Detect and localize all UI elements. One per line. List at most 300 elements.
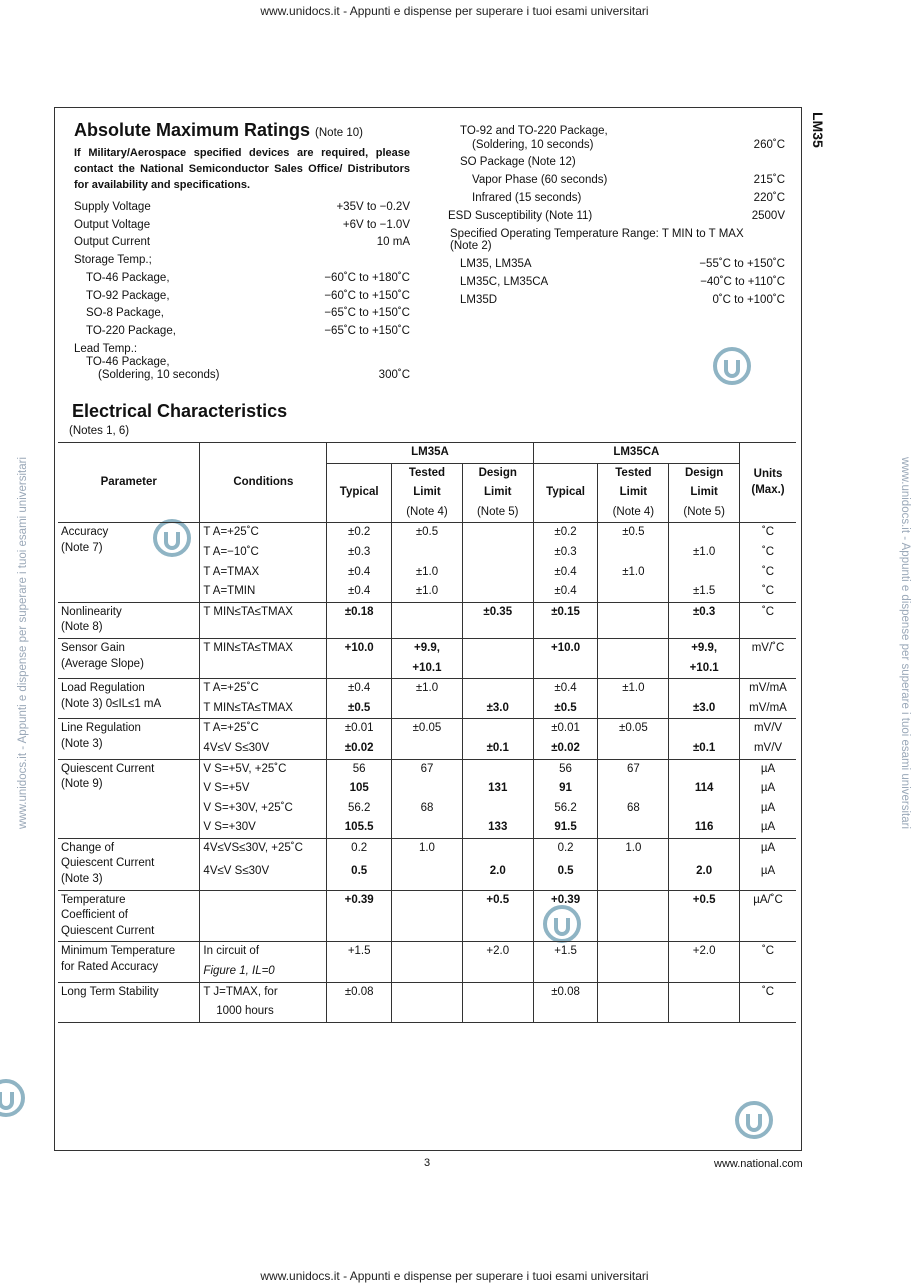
unit-cell: mV/˚C bbox=[740, 638, 796, 658]
value-cell: 0.5 bbox=[533, 862, 598, 885]
condition-cell: 4V≤V S≤30V bbox=[200, 862, 327, 885]
value-cell: ±0.4 bbox=[533, 563, 598, 583]
unit-cell: µA bbox=[740, 838, 796, 862]
condition-cell: T J=TMAX, for bbox=[200, 982, 327, 1002]
value-cell bbox=[598, 818, 669, 838]
param-label: Accuracy bbox=[61, 526, 109, 539]
value-cell: ±0.4 bbox=[533, 582, 598, 602]
value-cell bbox=[392, 602, 463, 632]
watermark-bottom: www.unidocs.it - Appunti e dispense per superare i tuoi esami universitari bbox=[260, 1269, 649, 1283]
unit-cell bbox=[740, 1002, 796, 1022]
condition-cell bbox=[200, 632, 327, 639]
param-label: Quiescent Current bbox=[61, 924, 155, 937]
value-cell: ±0.08 bbox=[327, 982, 392, 1002]
value-cell bbox=[669, 1002, 740, 1022]
unit-cell bbox=[740, 659, 796, 679]
value-cell bbox=[392, 632, 463, 639]
condition-cell bbox=[200, 890, 327, 926]
value-cell: 68 bbox=[392, 799, 463, 819]
value-cell: 2.0 bbox=[462, 862, 533, 885]
value-cell bbox=[669, 927, 740, 934]
amr-right-value: 0˚C to +100˚C bbox=[712, 294, 785, 306]
value-cell bbox=[462, 563, 533, 583]
value-cell: +9.9, bbox=[669, 638, 740, 658]
value-cell bbox=[462, 759, 533, 779]
value-cell: ±0.4 bbox=[533, 679, 598, 699]
header-tested-a-2: Limit bbox=[392, 483, 463, 503]
value-cell bbox=[327, 659, 392, 679]
amr-right-label: Infrared (15 seconds) bbox=[472, 192, 582, 204]
table-row bbox=[58, 838, 796, 862]
amr-left-label: Output Voltage bbox=[74, 219, 151, 231]
value-cell: 68 bbox=[598, 799, 669, 819]
param-cell bbox=[58, 982, 200, 1022]
param-label: for Rated Accuracy bbox=[61, 961, 159, 974]
value-cell bbox=[598, 934, 669, 942]
condition-cell: T A=TMAX bbox=[200, 563, 327, 583]
header-tested-ca-2: Limit bbox=[598, 483, 669, 503]
value-cell: ±1.0 bbox=[392, 679, 463, 699]
amr-right-label: TO-92 and TO-220 Package, bbox=[460, 125, 608, 137]
table-row bbox=[58, 523, 796, 543]
param-cell bbox=[58, 759, 200, 838]
unit-cell bbox=[740, 962, 796, 982]
value-cell: ±0.3 bbox=[327, 543, 392, 563]
value-cell: ±0.5 bbox=[327, 699, 392, 719]
value-cell bbox=[462, 799, 533, 819]
value-cell bbox=[598, 927, 669, 934]
param-cell bbox=[58, 679, 200, 719]
value-cell bbox=[533, 962, 598, 982]
param-label: (Note 8) bbox=[61, 621, 103, 634]
value-cell bbox=[669, 523, 740, 543]
condition-cell: T A=+25˚C bbox=[200, 523, 327, 543]
amr-right-label: Specified Operating Temperature Range: T MIN to T MAX bbox=[450, 228, 744, 240]
value-cell bbox=[392, 818, 463, 838]
condition-cell: Figure 1, IL=0 bbox=[200, 962, 327, 982]
value-cell bbox=[327, 962, 392, 982]
amr-warning: If Military/Aerospace specified devices are required, please contact the National Semiconductor Sales Office/ Distributors for availability and specifications. bbox=[74, 147, 410, 191]
unit-cell: mV/mA bbox=[740, 679, 796, 699]
condition-cell: V S=+30V bbox=[200, 818, 327, 838]
value-cell: 1.0 bbox=[598, 838, 669, 862]
unit-cell: µA bbox=[740, 818, 796, 838]
value-cell: ±1.0 bbox=[598, 563, 669, 583]
value-cell bbox=[598, 638, 669, 658]
param-cell bbox=[58, 890, 200, 942]
value-cell: +9.9, bbox=[392, 638, 463, 658]
param-cell bbox=[58, 602, 200, 638]
amr-left-value: −60˚C to +180˚C bbox=[324, 272, 410, 284]
amr-right-value: 260˚C bbox=[753, 139, 785, 151]
value-cell bbox=[462, 523, 533, 543]
value-cell: ±0.1 bbox=[462, 739, 533, 759]
header-parameter: Parameter bbox=[58, 443, 200, 523]
param-label: Quiescent Current bbox=[61, 762, 155, 775]
value-cell: +0.5 bbox=[462, 890, 533, 926]
amr-left-label: TO-92 Package, bbox=[86, 290, 170, 302]
amr-right-label: LM35C, LM35CA bbox=[460, 276, 549, 288]
condition-cell: V S=+5V, +25˚C bbox=[200, 759, 327, 779]
amr-left-label: Supply Voltage bbox=[74, 201, 151, 213]
value-cell bbox=[533, 1002, 598, 1022]
footer-url: www.national.com bbox=[714, 1158, 803, 1170]
param-label: Sensor Gain bbox=[61, 641, 125, 654]
amr-right-label: SO Package (Note 12) bbox=[460, 156, 576, 168]
value-cell bbox=[327, 934, 392, 942]
value-cell: 0.2 bbox=[327, 838, 392, 862]
value-cell bbox=[598, 962, 669, 982]
amr-left-label: Lead Temp.: bbox=[74, 343, 138, 355]
value-cell: ±0.4 bbox=[327, 582, 392, 602]
param-label: (Note 3) 0≤IL≤1 mA bbox=[61, 697, 162, 710]
table-row bbox=[58, 890, 796, 926]
unit-cell: µA bbox=[740, 779, 796, 799]
value-cell: 105 bbox=[327, 779, 392, 799]
param-label: Temperature bbox=[61, 893, 126, 906]
unit-cell: mV/mA bbox=[740, 699, 796, 719]
condition-cell: 4V≤V S≤30V bbox=[200, 739, 327, 759]
value-cell bbox=[462, 543, 533, 563]
value-cell: ±0.35 bbox=[462, 602, 533, 632]
header-design-a-3: (Note 5) bbox=[462, 503, 533, 523]
value-cell bbox=[598, 582, 669, 602]
value-cell: ±0.02 bbox=[533, 739, 598, 759]
condition-cell: T A=TMIN bbox=[200, 582, 327, 602]
value-cell: 1.0 bbox=[392, 838, 463, 862]
value-cell: 91.5 bbox=[533, 818, 598, 838]
value-cell bbox=[462, 927, 533, 934]
param-label: (Average Slope) bbox=[61, 657, 144, 670]
amr-left-value: −60˚C to +150˚C bbox=[324, 290, 410, 302]
amr-right-label: LM35D bbox=[460, 294, 498, 306]
header-lm35a: LM35A bbox=[327, 443, 533, 464]
value-cell bbox=[669, 563, 740, 583]
value-cell bbox=[598, 862, 669, 885]
value-cell bbox=[598, 890, 669, 926]
value-cell bbox=[327, 1002, 392, 1022]
amr-right-label: LM35, LM35A bbox=[460, 258, 532, 270]
header-units: Units (Max.) bbox=[740, 443, 796, 523]
amr-left-value: 10 mA bbox=[376, 236, 410, 248]
amr-right-value: 215˚C bbox=[753, 174, 785, 186]
param-label: Coefficient of bbox=[61, 909, 128, 922]
value-cell: ±0.5 bbox=[533, 699, 598, 719]
amr-left-label: Output Current bbox=[74, 236, 151, 248]
header-tested-ca: Tested bbox=[598, 463, 669, 483]
value-cell bbox=[392, 699, 463, 719]
unit-cell: ˚C bbox=[740, 982, 796, 1002]
value-cell: 56.2 bbox=[533, 799, 598, 819]
value-cell: ±0.5 bbox=[598, 523, 669, 543]
amr-right-label: Vapor Phase (60 seconds) bbox=[472, 174, 608, 186]
condition-cell: 1000 hours bbox=[200, 1002, 327, 1022]
value-cell: +10.0 bbox=[327, 638, 392, 658]
value-cell: ±0.3 bbox=[669, 602, 740, 632]
amr-left-label: Storage Temp.; bbox=[74, 254, 152, 266]
value-cell bbox=[669, 759, 740, 779]
value-cell: 131 bbox=[462, 779, 533, 799]
param-cell bbox=[58, 523, 200, 602]
value-cell bbox=[598, 779, 669, 799]
page-number: 3 bbox=[424, 1157, 431, 1169]
value-cell: 67 bbox=[598, 759, 669, 779]
unit-cell: ˚C bbox=[740, 942, 796, 962]
param-label: (Note 3) bbox=[61, 737, 103, 750]
value-cell bbox=[462, 582, 533, 602]
param-label: (Note 3) bbox=[61, 873, 103, 886]
value-cell bbox=[669, 982, 740, 1002]
amr-left-label: TO-220 Package, bbox=[86, 325, 176, 337]
value-cell bbox=[669, 632, 740, 639]
amr-left-label: SO-8 Package, bbox=[86, 307, 164, 319]
table-row bbox=[58, 719, 796, 739]
unit-cell: µA bbox=[740, 799, 796, 819]
header-lm35ca: LM35CA bbox=[533, 443, 739, 464]
value-cell: ±0.2 bbox=[327, 523, 392, 543]
value-cell: ±0.15 bbox=[533, 602, 598, 632]
value-cell: ±0.18 bbox=[327, 602, 392, 632]
value-cell: +10.1 bbox=[669, 659, 740, 679]
unit-cell: ˚C bbox=[740, 543, 796, 563]
value-cell: ±0.05 bbox=[392, 719, 463, 739]
value-cell: ±1.0 bbox=[392, 582, 463, 602]
condition-cell: In circuit of bbox=[200, 942, 327, 962]
amr-right-label: (Soldering, 10 seconds) bbox=[472, 139, 594, 151]
value-cell bbox=[533, 934, 598, 942]
amr-left-value: +6V to −1.0V bbox=[342, 219, 410, 231]
value-cell bbox=[669, 719, 740, 739]
value-cell: 0.5 bbox=[327, 862, 392, 885]
unit-cell: µA/˚C bbox=[740, 890, 796, 926]
value-cell bbox=[462, 1002, 533, 1022]
condition-cell: V S=+30V, +25˚C bbox=[200, 799, 327, 819]
unit-cell: ˚C bbox=[740, 563, 796, 583]
value-cell bbox=[598, 602, 669, 632]
table-row bbox=[58, 982, 796, 1002]
value-cell bbox=[392, 982, 463, 1002]
amr-right-label: ESD Susceptibility (Note 11) bbox=[448, 210, 593, 222]
condition-cell bbox=[200, 659, 327, 679]
value-cell bbox=[392, 962, 463, 982]
value-cell bbox=[392, 543, 463, 563]
value-cell: ±0.5 bbox=[392, 523, 463, 543]
value-cell: +10.0 bbox=[533, 638, 598, 658]
value-cell bbox=[598, 659, 669, 679]
value-cell: +1.5 bbox=[327, 942, 392, 962]
header-conditions: Conditions bbox=[200, 443, 327, 523]
value-cell: ±0.1 bbox=[669, 739, 740, 759]
value-cell: ±0.4 bbox=[327, 563, 392, 583]
value-cell bbox=[392, 779, 463, 799]
amr-right-label: (Note 2) bbox=[450, 240, 492, 252]
value-cell: 0.2 bbox=[533, 838, 598, 862]
param-label: Line Regulation bbox=[61, 722, 141, 735]
header-design-ca: Design bbox=[669, 463, 740, 483]
condition-cell: T MIN≤TA≤TMAX bbox=[200, 638, 327, 658]
amr-left-label: TO-46 Package, bbox=[86, 356, 170, 368]
header-design-a: Design bbox=[462, 463, 533, 483]
value-cell bbox=[392, 862, 463, 885]
unit-cell: µA bbox=[740, 759, 796, 779]
value-cell bbox=[392, 739, 463, 759]
value-cell bbox=[669, 838, 740, 862]
value-cell: ±1.0 bbox=[669, 543, 740, 563]
ec-title: Electrical Characteristics bbox=[72, 401, 288, 421]
header-tested-ca-3: (Note 4) bbox=[598, 503, 669, 523]
value-cell: ±0.05 bbox=[598, 719, 669, 739]
value-cell: +2.0 bbox=[462, 942, 533, 962]
value-cell: ±3.0 bbox=[669, 699, 740, 719]
value-cell: 133 bbox=[462, 818, 533, 838]
condition-cell: T MIN≤TA≤TMAX bbox=[200, 699, 327, 719]
amr-left-value: 300˚C bbox=[378, 369, 410, 381]
electrical-characteristics-table bbox=[58, 442, 796, 1023]
watermark-top: www.unidocs.it - Appunti e dispense per superare i tuoi esami universitari bbox=[260, 4, 649, 18]
header-design-ca-3: (Note 5) bbox=[669, 503, 740, 523]
value-cell bbox=[533, 659, 598, 679]
unit-cell: µA bbox=[740, 862, 796, 885]
value-cell: +0.39 bbox=[327, 890, 392, 926]
value-cell: ±0.01 bbox=[327, 719, 392, 739]
header-typical-a: Typical bbox=[327, 463, 392, 523]
value-cell bbox=[598, 739, 669, 759]
param-label: Minimum Temperature bbox=[61, 945, 176, 958]
value-cell bbox=[462, 962, 533, 982]
value-cell bbox=[392, 890, 463, 926]
unidocs-logo-icon bbox=[0, 1078, 26, 1118]
value-cell: ±0.01 bbox=[533, 719, 598, 739]
amr-right-value: −55˚C to +150˚C bbox=[699, 258, 785, 270]
value-cell: ±0.02 bbox=[327, 739, 392, 759]
value-cell bbox=[462, 632, 533, 639]
watermark-left: www.unidocs.it - Appunti e dispense per superare i tuoi esami universitari bbox=[17, 456, 29, 830]
unit-cell bbox=[740, 632, 796, 639]
value-cell: ±0.3 bbox=[533, 543, 598, 563]
param-cell bbox=[58, 719, 200, 759]
value-cell bbox=[669, 962, 740, 982]
condition-cell: V S=+5V bbox=[200, 779, 327, 799]
value-cell bbox=[392, 1002, 463, 1022]
value-cell: 56 bbox=[533, 759, 598, 779]
value-cell: 105.5 bbox=[327, 818, 392, 838]
param-label: Quiescent Current bbox=[61, 857, 155, 870]
table-row bbox=[58, 602, 796, 632]
param-cell bbox=[58, 942, 200, 982]
value-cell bbox=[462, 838, 533, 862]
condition-cell: T A=−10˚C bbox=[200, 543, 327, 563]
param-label: Load Regulation bbox=[61, 682, 145, 695]
amr-left-label: TO-46 Package, bbox=[86, 272, 170, 284]
value-cell: ±0.4 bbox=[327, 679, 392, 699]
value-cell bbox=[462, 934, 533, 942]
value-cell bbox=[598, 982, 669, 1002]
condition-cell bbox=[200, 934, 327, 942]
value-cell: +1.5 bbox=[533, 942, 598, 962]
table-row bbox=[58, 942, 796, 962]
header-design-a-2: Limit bbox=[462, 483, 533, 503]
value-cell: +10.1 bbox=[392, 659, 463, 679]
value-cell bbox=[327, 632, 392, 639]
param-label: (Note 7) bbox=[61, 541, 103, 554]
value-cell bbox=[598, 699, 669, 719]
unit-cell bbox=[740, 927, 796, 934]
value-cell: ±0.08 bbox=[533, 982, 598, 1002]
value-cell bbox=[669, 799, 740, 819]
unit-cell bbox=[740, 934, 796, 942]
value-cell: ±3.0 bbox=[462, 699, 533, 719]
header-tested-a: Tested bbox=[392, 463, 463, 483]
value-cell: 56.2 bbox=[327, 799, 392, 819]
unit-cell: ˚C bbox=[740, 602, 796, 632]
value-cell bbox=[327, 927, 392, 934]
value-cell: 116 bbox=[669, 818, 740, 838]
side-part-label: LM35 bbox=[810, 112, 826, 148]
value-cell bbox=[392, 942, 463, 962]
value-cell bbox=[598, 632, 669, 639]
amr-right-value: 220˚C bbox=[753, 192, 785, 204]
condition-cell: T A=+25˚C bbox=[200, 719, 327, 739]
value-cell: ±1.0 bbox=[392, 563, 463, 583]
amr-left-value: −65˚C to +150˚C bbox=[324, 325, 410, 337]
condition-cell: 4V≤VS≤30V, +25˚C bbox=[200, 838, 327, 862]
amr-left-value: −65˚C to +150˚C bbox=[324, 307, 410, 319]
unit-cell: mV/V bbox=[740, 739, 796, 759]
value-cell: ±1.5 bbox=[669, 582, 740, 602]
amr-left-value: +35V to −0.2V bbox=[336, 201, 410, 213]
param-label: Change of bbox=[61, 841, 115, 854]
value-cell bbox=[598, 543, 669, 563]
value-cell: 114 bbox=[669, 779, 740, 799]
value-cell: +0.5 bbox=[669, 890, 740, 926]
unit-cell: ˚C bbox=[740, 582, 796, 602]
value-cell bbox=[669, 679, 740, 699]
value-cell bbox=[392, 927, 463, 934]
param-label: (Note 9) bbox=[61, 778, 103, 791]
value-cell: +2.0 bbox=[669, 942, 740, 962]
value-cell: 91 bbox=[533, 779, 598, 799]
value-cell: 56 bbox=[327, 759, 392, 779]
value-cell bbox=[462, 638, 533, 658]
value-cell bbox=[462, 719, 533, 739]
unit-cell: mV/V bbox=[740, 719, 796, 739]
value-cell bbox=[462, 679, 533, 699]
amr-title: Absolute Maximum Ratings (Note 10) bbox=[74, 120, 363, 140]
value-cell: ±1.0 bbox=[598, 679, 669, 699]
value-cell: +0.39 bbox=[533, 890, 598, 926]
amr-left-label: (Soldering, 10 seconds) bbox=[98, 369, 220, 381]
header-typical-ca: Typical bbox=[533, 463, 598, 523]
table-row bbox=[58, 759, 796, 779]
param-cell bbox=[58, 838, 200, 890]
header-design-ca-2: Limit bbox=[669, 483, 740, 503]
amr-right-value: 2500V bbox=[751, 210, 785, 222]
header-tested-a-3: (Note 4) bbox=[392, 503, 463, 523]
table-row bbox=[58, 679, 796, 699]
value-cell bbox=[533, 632, 598, 639]
ec-notes: (Notes 1, 6) bbox=[69, 425, 130, 437]
value-cell bbox=[533, 927, 598, 934]
value-cell bbox=[462, 659, 533, 679]
condition-cell: T MIN≤TA≤TMAX bbox=[200, 602, 327, 632]
condition-cell bbox=[200, 927, 327, 934]
amr-right-value: −40˚C to +110˚C bbox=[700, 276, 785, 288]
param-label: Nonlinearity bbox=[61, 605, 122, 618]
unit-cell: ˚C bbox=[740, 523, 796, 543]
value-cell bbox=[669, 934, 740, 942]
value-cell bbox=[462, 982, 533, 1002]
table-row bbox=[58, 638, 796, 658]
